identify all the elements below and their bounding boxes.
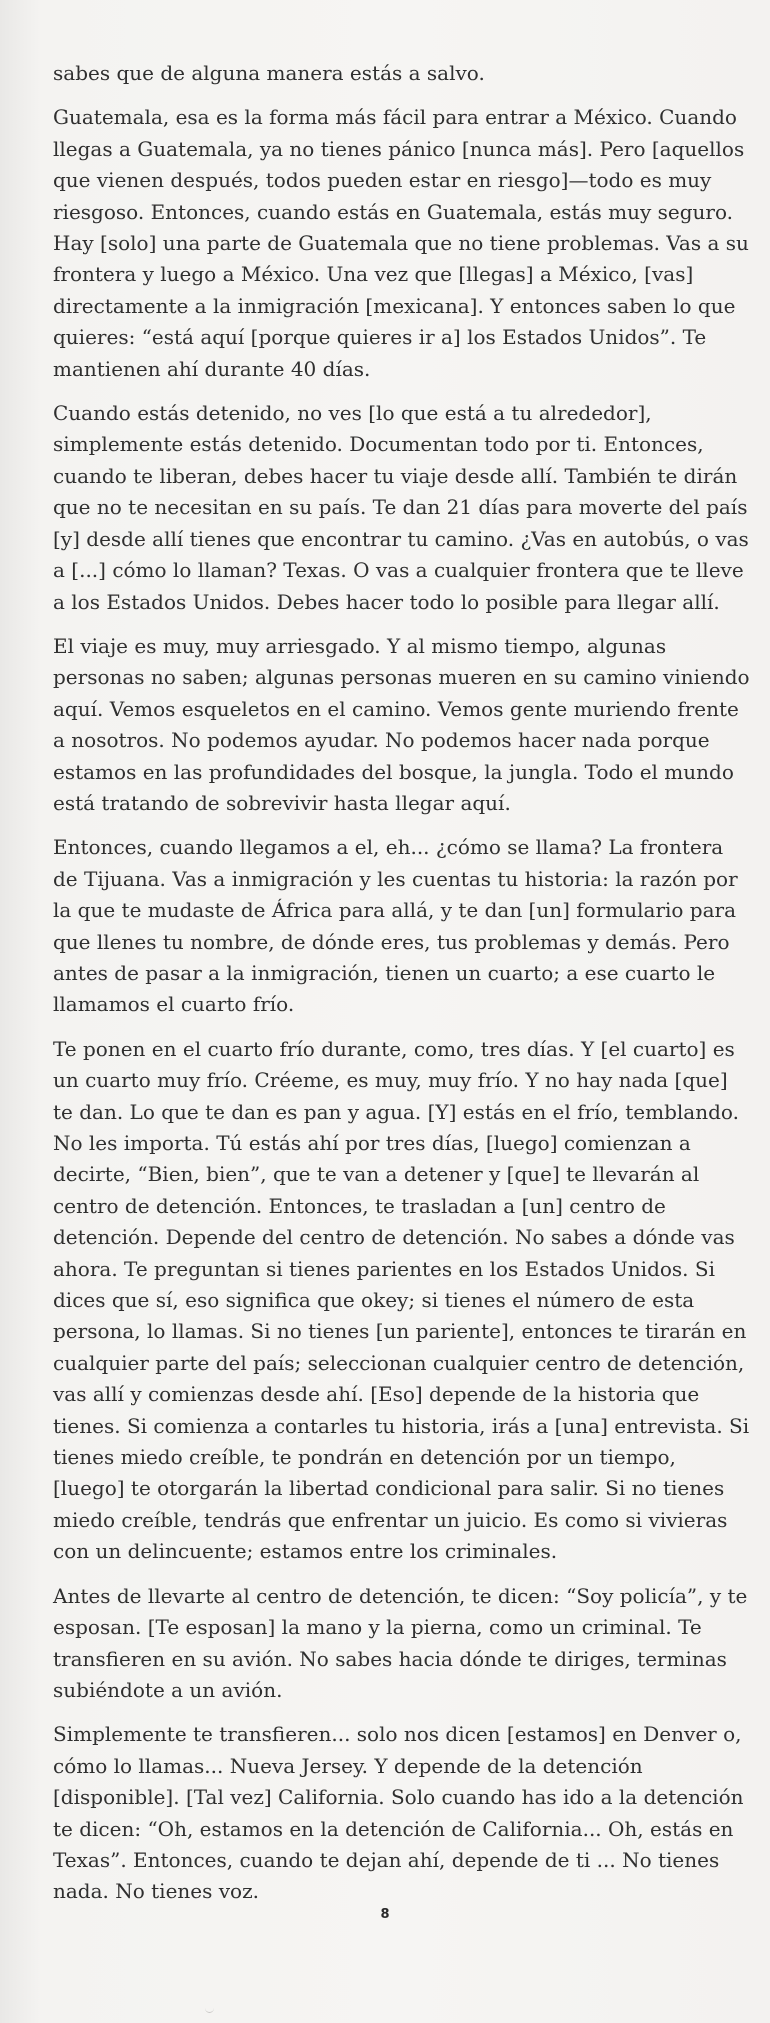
- paragraph-6: Te ponen en el cuarto frío durante, como, tres días. Y [el cuarto] es un cuarto muy frío. Créeme, es muy, muy frío. Y no hay nada [que] te dan. Lo que te dan es pan y agua. [Y] estás en el frío, temblando. No les importa. Tú estás ahí por tres días, [luego] comienzan a decirte, “Bien, bien”, que te van a detener y [que] te llevarán al centro de detención. Entonces, te trasladan a [un] centro de detención. Depende del centro de detención. No sabes a dónde vas ahora. Te preguntan si tienes parientes en los Estados Unidos. Si dices que sí, eso significa que okey; si tienes el número de esta persona, lo llamas. Si no tienes [un pariente], entonces te tirarán en cualquier parte del país; seleccionan cualquier centro de detención, vas allí y comienzas desde ahí. [Eso] depende de la historia que tienes. Si comienza a contarles tu historia, irás a [una] entrevista. Si tienes miedo creíble, te pondrán en detención por un tiempo, [luego] te otorgarán la libertad condicional para salir. Si no tienes miedo creíble, tendrás que enfrentar un juicio. Es como si vivieras con un delincuente; estamos entre los criminales.: [53, 1036, 750, 1564]
- paragraph-7: Antes de llevarte al centro de detención, te dicen: “Soy policía”, y te esposan. [Te esposan] la mano y la pierna, como un criminal. Te transfieren en su avión. No sabes hacia dónde te diriges, terminas subiéndote a un avión.: [53, 1583, 748, 1702]
- paragraph-3: Cuando estás detenido, no ves [lo que está a tu alrededor], simplemente estás detenido. Documentan todo por ti. Entonces, cuando te liberan, debes hacer tu viaje desde allí. También te dirán que no te necesitan en su país. Te dan 21 días para moverte del país [y] desde allí tienes que encontrar tu camino. ¿Vas en autobús, o vas a [...] cómo lo llaman? Texas. O vas a cualquier frontera que te lleve a los Estados Unidos. Debes hacer todo lo posible para llegar allí.: [53, 401, 749, 614]
- page-number: 8: [380, 1907, 390, 1922]
- paper-mark: [205, 2003, 214, 2013]
- body-text: [53, 58, 750, 1921]
- paragraph-2: Guatemala, esa es la forma más fácil para entrar a México. Cuando llegas a Guatemala, ya no tienes pánico [nunca más]. Pero [aquellos que vienen después, todos pueden estar en riesgo]—todo es muy riesgoso. Entonces, cuando estás en Guatemala, estás muy seguro. Hay [solo] una parte de Guatemala que no tiene problemas. Vas a su frontera y luego a México. Una vez que [llegas] a México, [vas] directamente a la inmigración [mexicana]. Y entonces saben lo que quieres: “está aquí [porque quieres ir a] los Estados Unidos”. Te mantienen ahí durante 40 días.: [53, 105, 749, 381]
- paragraph-1: sabes que de alguna manera estás a salvo.: [53, 61, 485, 85]
- paragraph-5: Entonces, cuando llegamos a el, eh... ¿cómo se llama? La frontera de Tijuana. Vas a inmigración y les cuentas tu historia: la razón por la que te mudaste de África para allá, y te dan [un] formulario para que llenes tu nombre, de dónde eres, tus problemas y demás. Pero antes de pasar a la inmigración, tienen un cuarto; a ese cuarto le llamamos el cuarto frío.: [53, 835, 738, 1017]
- paragraph-4: El viaje es muy, muy arriesgado. Y al mismo tiempo, algunas personas no saben; algunas personas mueren en su camino viniendo aquí. Vemos esqueletos en el camino. Vemos gente muriendo frente a nosotros. No podemos ayudar. No podemos hacer nada porque estamos en las profundidades del bosque, la jungla. Todo el mundo está tratando de sobrevivir hasta llegar aquí.: [53, 633, 750, 815]
- paragraph-8: Simplemente te transfieren... solo nos dicen [estamos] en Denver o, cómo lo llamas... Nueva Jersey. Y depende de la detención [disponible]. [Tal vez] California. Solo cuando has ido a la detención te dicen: “Oh, estamos en la detención de California... Oh, estás en Texas”. Entonces, cuando te dejan ahí, depende de ti ... No tienes nada. No tienes voz.: [53, 1722, 744, 1904]
